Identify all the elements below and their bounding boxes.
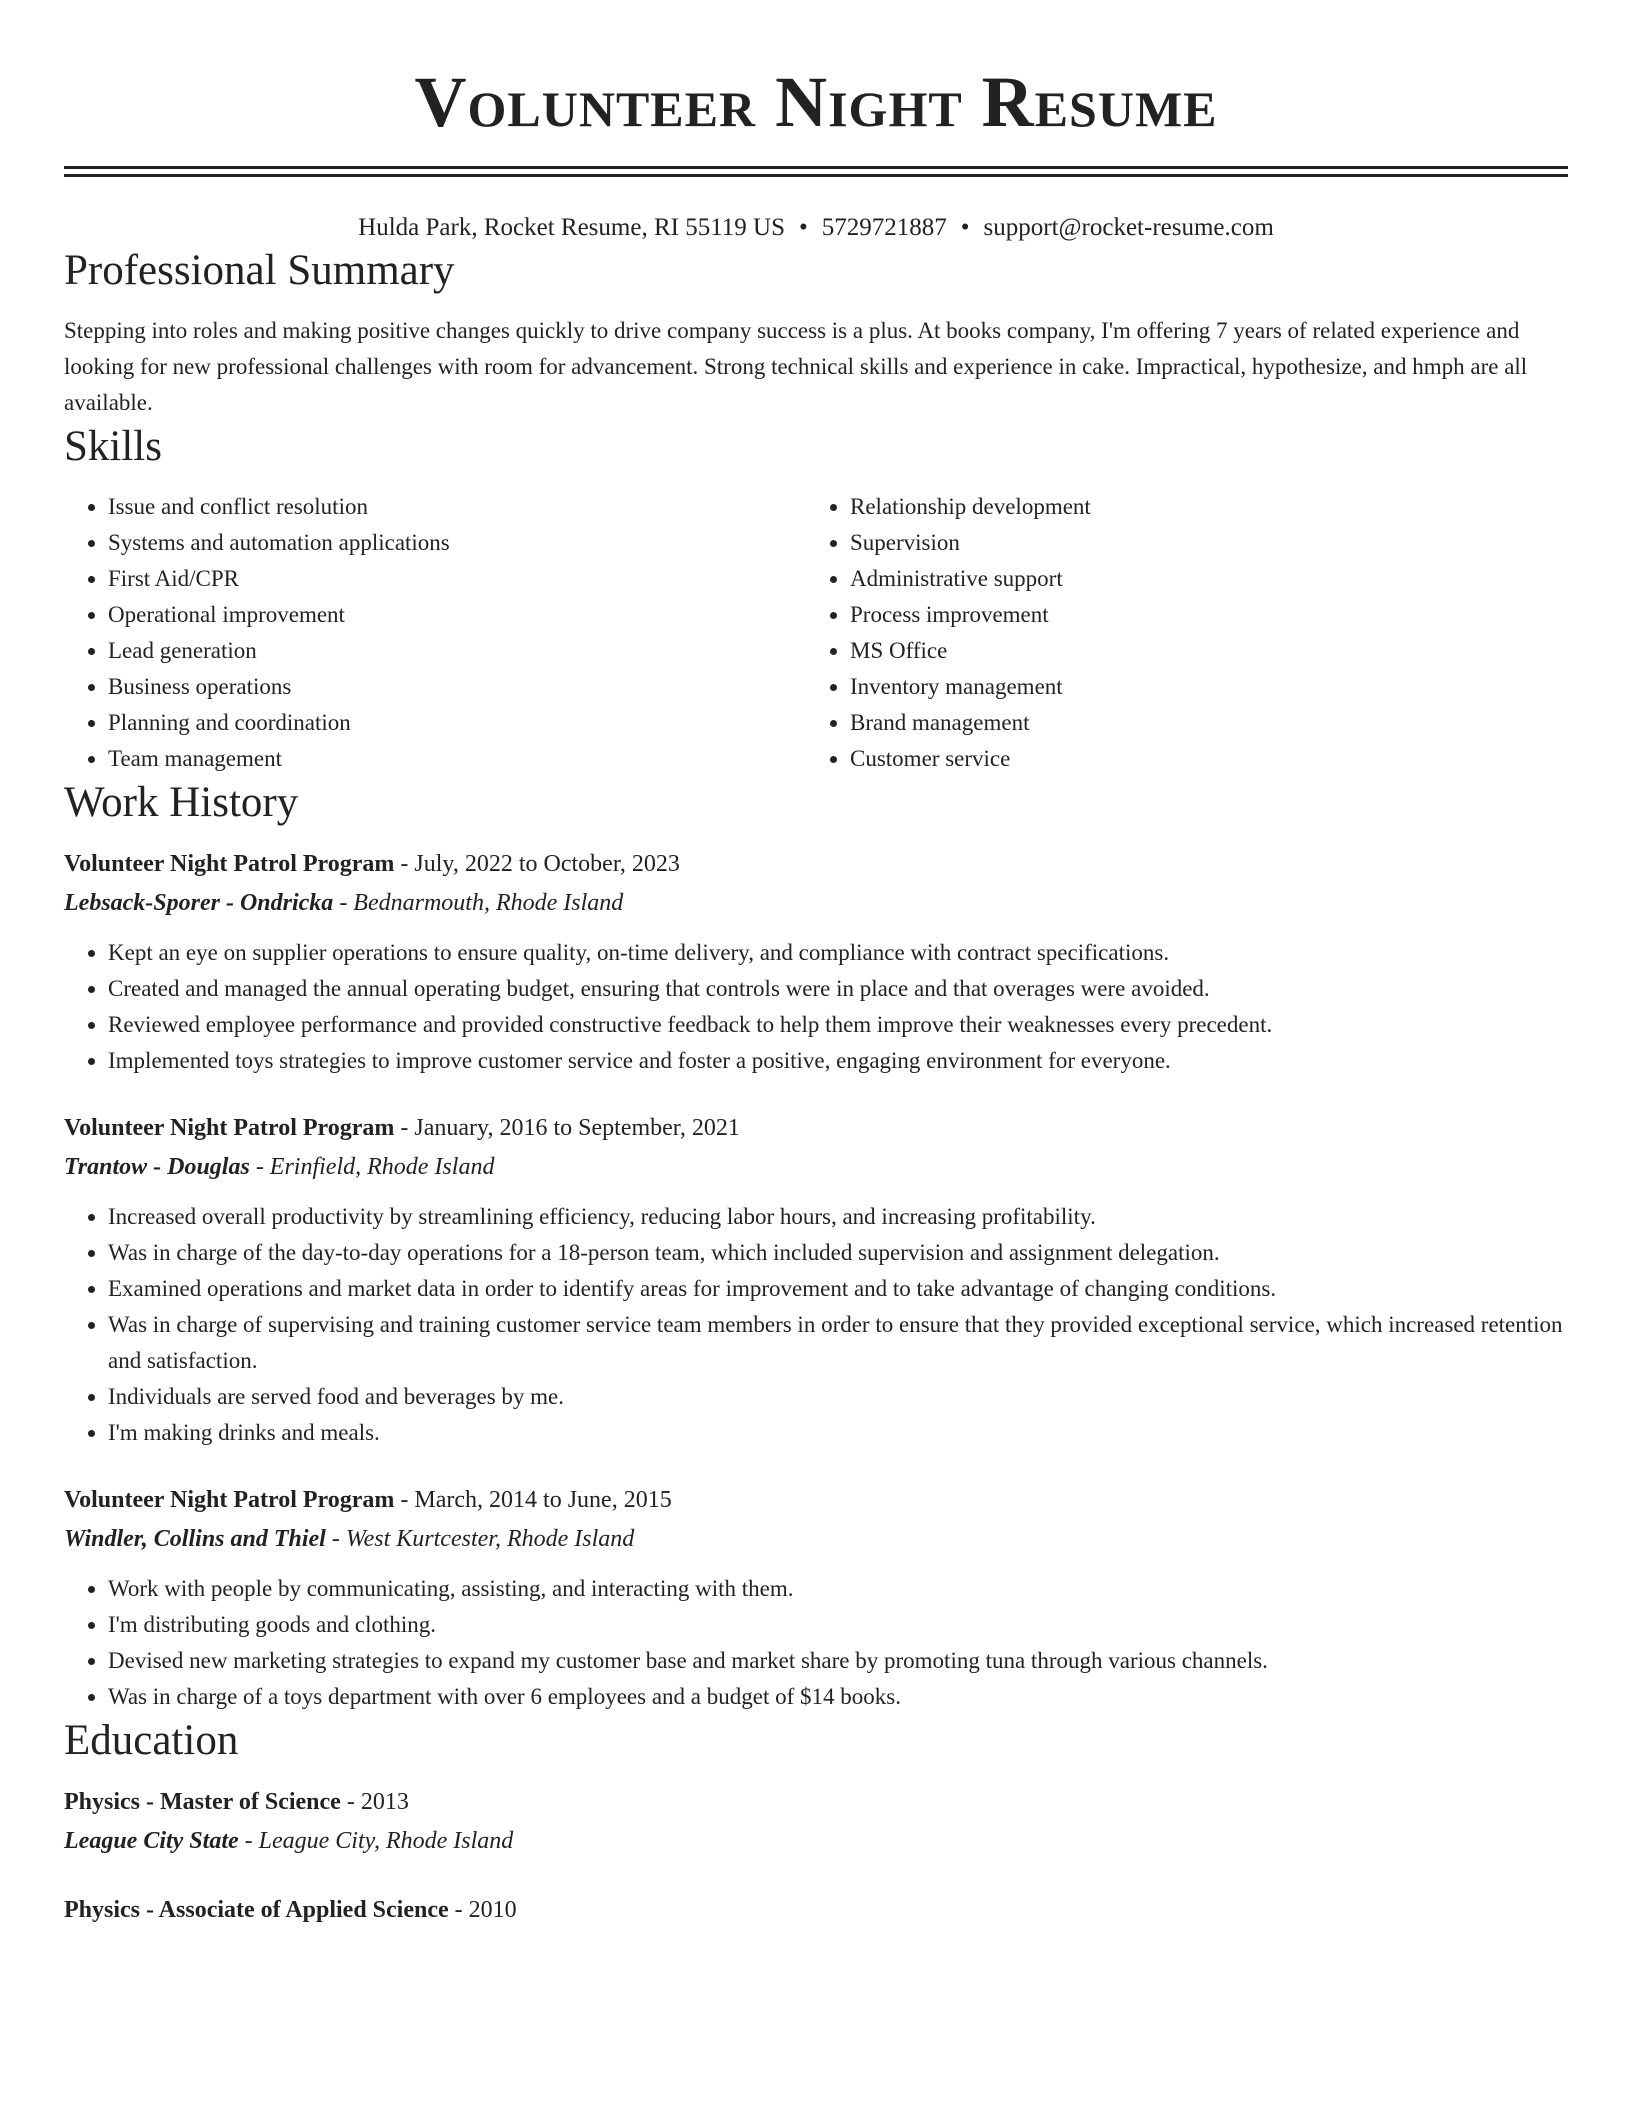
job-dates: - March, 2014 to June, 2015 bbox=[400, 1487, 672, 1513]
resume-title: Volunteer Night Resume bbox=[414, 62, 1218, 142]
skills-grid bbox=[64, 489, 1568, 777]
education-degree-line bbox=[64, 1891, 1568, 1930]
skills-heading: Skills bbox=[64, 423, 162, 470]
job-bullet: • Devised new marketing strategies to expand my customer base and market share by promoting tuna through various channels. bbox=[108, 1643, 1568, 1679]
job-bullets bbox=[64, 935, 1568, 1079]
skill-item: • Team management bbox=[108, 741, 806, 777]
job-bullet: • Was in charge of a toys department with over 6 employees and a budget of $14 books. bbox=[108, 1679, 1568, 1715]
skill-item: • Relationship development bbox=[850, 489, 1548, 525]
education-school: League City State bbox=[64, 1828, 239, 1854]
education-degree-line bbox=[64, 1783, 1568, 1822]
job-title: Volunteer Night Patrol Program bbox=[64, 1115, 395, 1141]
job-bullet: • Implemented toys strategies to improve customer service and foster a positive, engaging environment for everyone. bbox=[108, 1043, 1568, 1079]
skills-left-column bbox=[64, 489, 806, 777]
title-double-rule bbox=[64, 166, 1568, 177]
job-dates: - July, 2022 to October, 2023 bbox=[400, 851, 680, 877]
education-year: - 2010 bbox=[454, 1897, 517, 1923]
job-bullets bbox=[64, 1571, 1568, 1715]
skills-right-column bbox=[806, 489, 1548, 777]
summary-text: Stepping into roles and making positive changes quickly to drive company success is a plus. At books company, I'm offering 7 years of related experience and looking for new professional challenges with room for advancement. Strong technical skills and experience in cake. Impractical, hypothesize, and hmph are all available. bbox=[64, 318, 1528, 415]
skill-item: • First Aid/CPR bbox=[108, 561, 806, 597]
skill-item: • Planning and coordination bbox=[108, 705, 806, 741]
education-entry bbox=[64, 1783, 1568, 1861]
job-company-line bbox=[64, 1148, 1568, 1187]
job-bullet: • Examined operations and market data in order to identify areas for improvement and to take advantage of changing conditions. bbox=[108, 1271, 1568, 1307]
job-location: - Bednarmouth, Rhode Island bbox=[339, 890, 624, 916]
contact-phone: 5729721887 bbox=[821, 214, 947, 241]
job-bullet: • Work with people by communicating, assisting, and interacting with them. bbox=[108, 1571, 1568, 1607]
education-heading: Education bbox=[64, 1717, 239, 1764]
job-bullet: • Reviewed employee performance and provided constructive feedback to help them improve their weaknesses every precedent. bbox=[108, 1007, 1568, 1043]
resume-page bbox=[64, 0, 1568, 1930]
job-location: - Erinfield, Rhode Island bbox=[255, 1154, 495, 1180]
job-bullet: • Was in charge of supervising and training customer service team members in order to ensure that they provided exceptional service, which increased retention and satisfaction. bbox=[108, 1307, 1568, 1379]
job-title-line bbox=[64, 1481, 1568, 1520]
skill-item: • Administrative support bbox=[850, 561, 1548, 597]
skill-item: • Issue and conflict resolution bbox=[108, 489, 806, 525]
job-bullets bbox=[64, 1199, 1568, 1451]
education-degree: Physics - Master of Science bbox=[64, 1789, 341, 1815]
skill-item: • Systems and automation applications bbox=[108, 525, 806, 561]
education-degree: Physics - Associate of Applied Science bbox=[64, 1897, 449, 1923]
job-bullet: • Was in charge of the day-to-day operations for a 18-person team, which included supervision and assignment delegation. bbox=[108, 1235, 1568, 1271]
contact-line bbox=[64, 211, 1568, 245]
education-year: - 2013 bbox=[346, 1789, 409, 1815]
job-bullet: • Increased overall productivity by streamlining efficiency, reducing labor hours, and increasing profitability. bbox=[108, 1199, 1568, 1235]
work-history-heading: Work History bbox=[64, 779, 299, 826]
job-bullet: • Individuals are served food and beverages by me. bbox=[108, 1379, 1568, 1415]
skill-item: • Lead generation bbox=[108, 633, 806, 669]
job-title: Volunteer Night Patrol Program bbox=[64, 851, 395, 877]
skill-item: • Brand management bbox=[850, 705, 1548, 741]
skill-item: • Process improvement bbox=[850, 597, 1548, 633]
job-bullet: • I'm making drinks and meals. bbox=[108, 1415, 1568, 1451]
contact-separator: • bbox=[798, 214, 808, 241]
job-dates: - January, 2016 to September, 2021 bbox=[400, 1115, 740, 1141]
skill-item: • MS Office bbox=[850, 633, 1548, 669]
summary-heading: Professional Summary bbox=[64, 247, 455, 294]
job-company: Trantow - Douglas bbox=[64, 1154, 250, 1180]
job-location: - West Kurtcester, Rhode Island bbox=[331, 1526, 635, 1552]
skill-item: • Customer service bbox=[850, 741, 1548, 777]
job-bullet: • Created and managed the annual operating budget, ensuring that controls were in place and that overages were avoided. bbox=[108, 971, 1568, 1007]
contact-email: support@rocket-resume.com bbox=[983, 214, 1274, 241]
skill-item: • Supervision bbox=[850, 525, 1548, 561]
skill-item: • Inventory management bbox=[850, 669, 1548, 705]
education-entry bbox=[64, 1891, 1568, 1930]
skill-item: • Operational improvement bbox=[108, 597, 806, 633]
job-company-line bbox=[64, 884, 1568, 923]
contact-separator: • bbox=[960, 214, 970, 241]
job-bullet: • Kept an eye on supplier operations to ensure quality, on-time delivery, and compliance with contract specifications. bbox=[108, 935, 1568, 971]
job-bullet: • I'm distributing goods and clothing. bbox=[108, 1607, 1568, 1643]
job-company: Windler, Collins and Thiel bbox=[64, 1526, 326, 1552]
contact-address: Hulda Park, Rocket Resume, RI 55119 US bbox=[358, 214, 785, 241]
job-entry bbox=[64, 1481, 1568, 1715]
education-location: - League City, Rhode Island bbox=[244, 1828, 514, 1854]
job-entry bbox=[64, 845, 1568, 1079]
education-school-line bbox=[64, 1822, 1568, 1861]
job-company-line bbox=[64, 1520, 1568, 1559]
job-company: Lebsack-Sporer - Ondricka bbox=[64, 890, 334, 916]
job-entry bbox=[64, 1109, 1568, 1451]
job-title: Volunteer Night Patrol Program bbox=[64, 1487, 395, 1513]
skill-item: • Business operations bbox=[108, 669, 806, 705]
job-title-line bbox=[64, 845, 1568, 884]
job-title-line bbox=[64, 1109, 1568, 1148]
